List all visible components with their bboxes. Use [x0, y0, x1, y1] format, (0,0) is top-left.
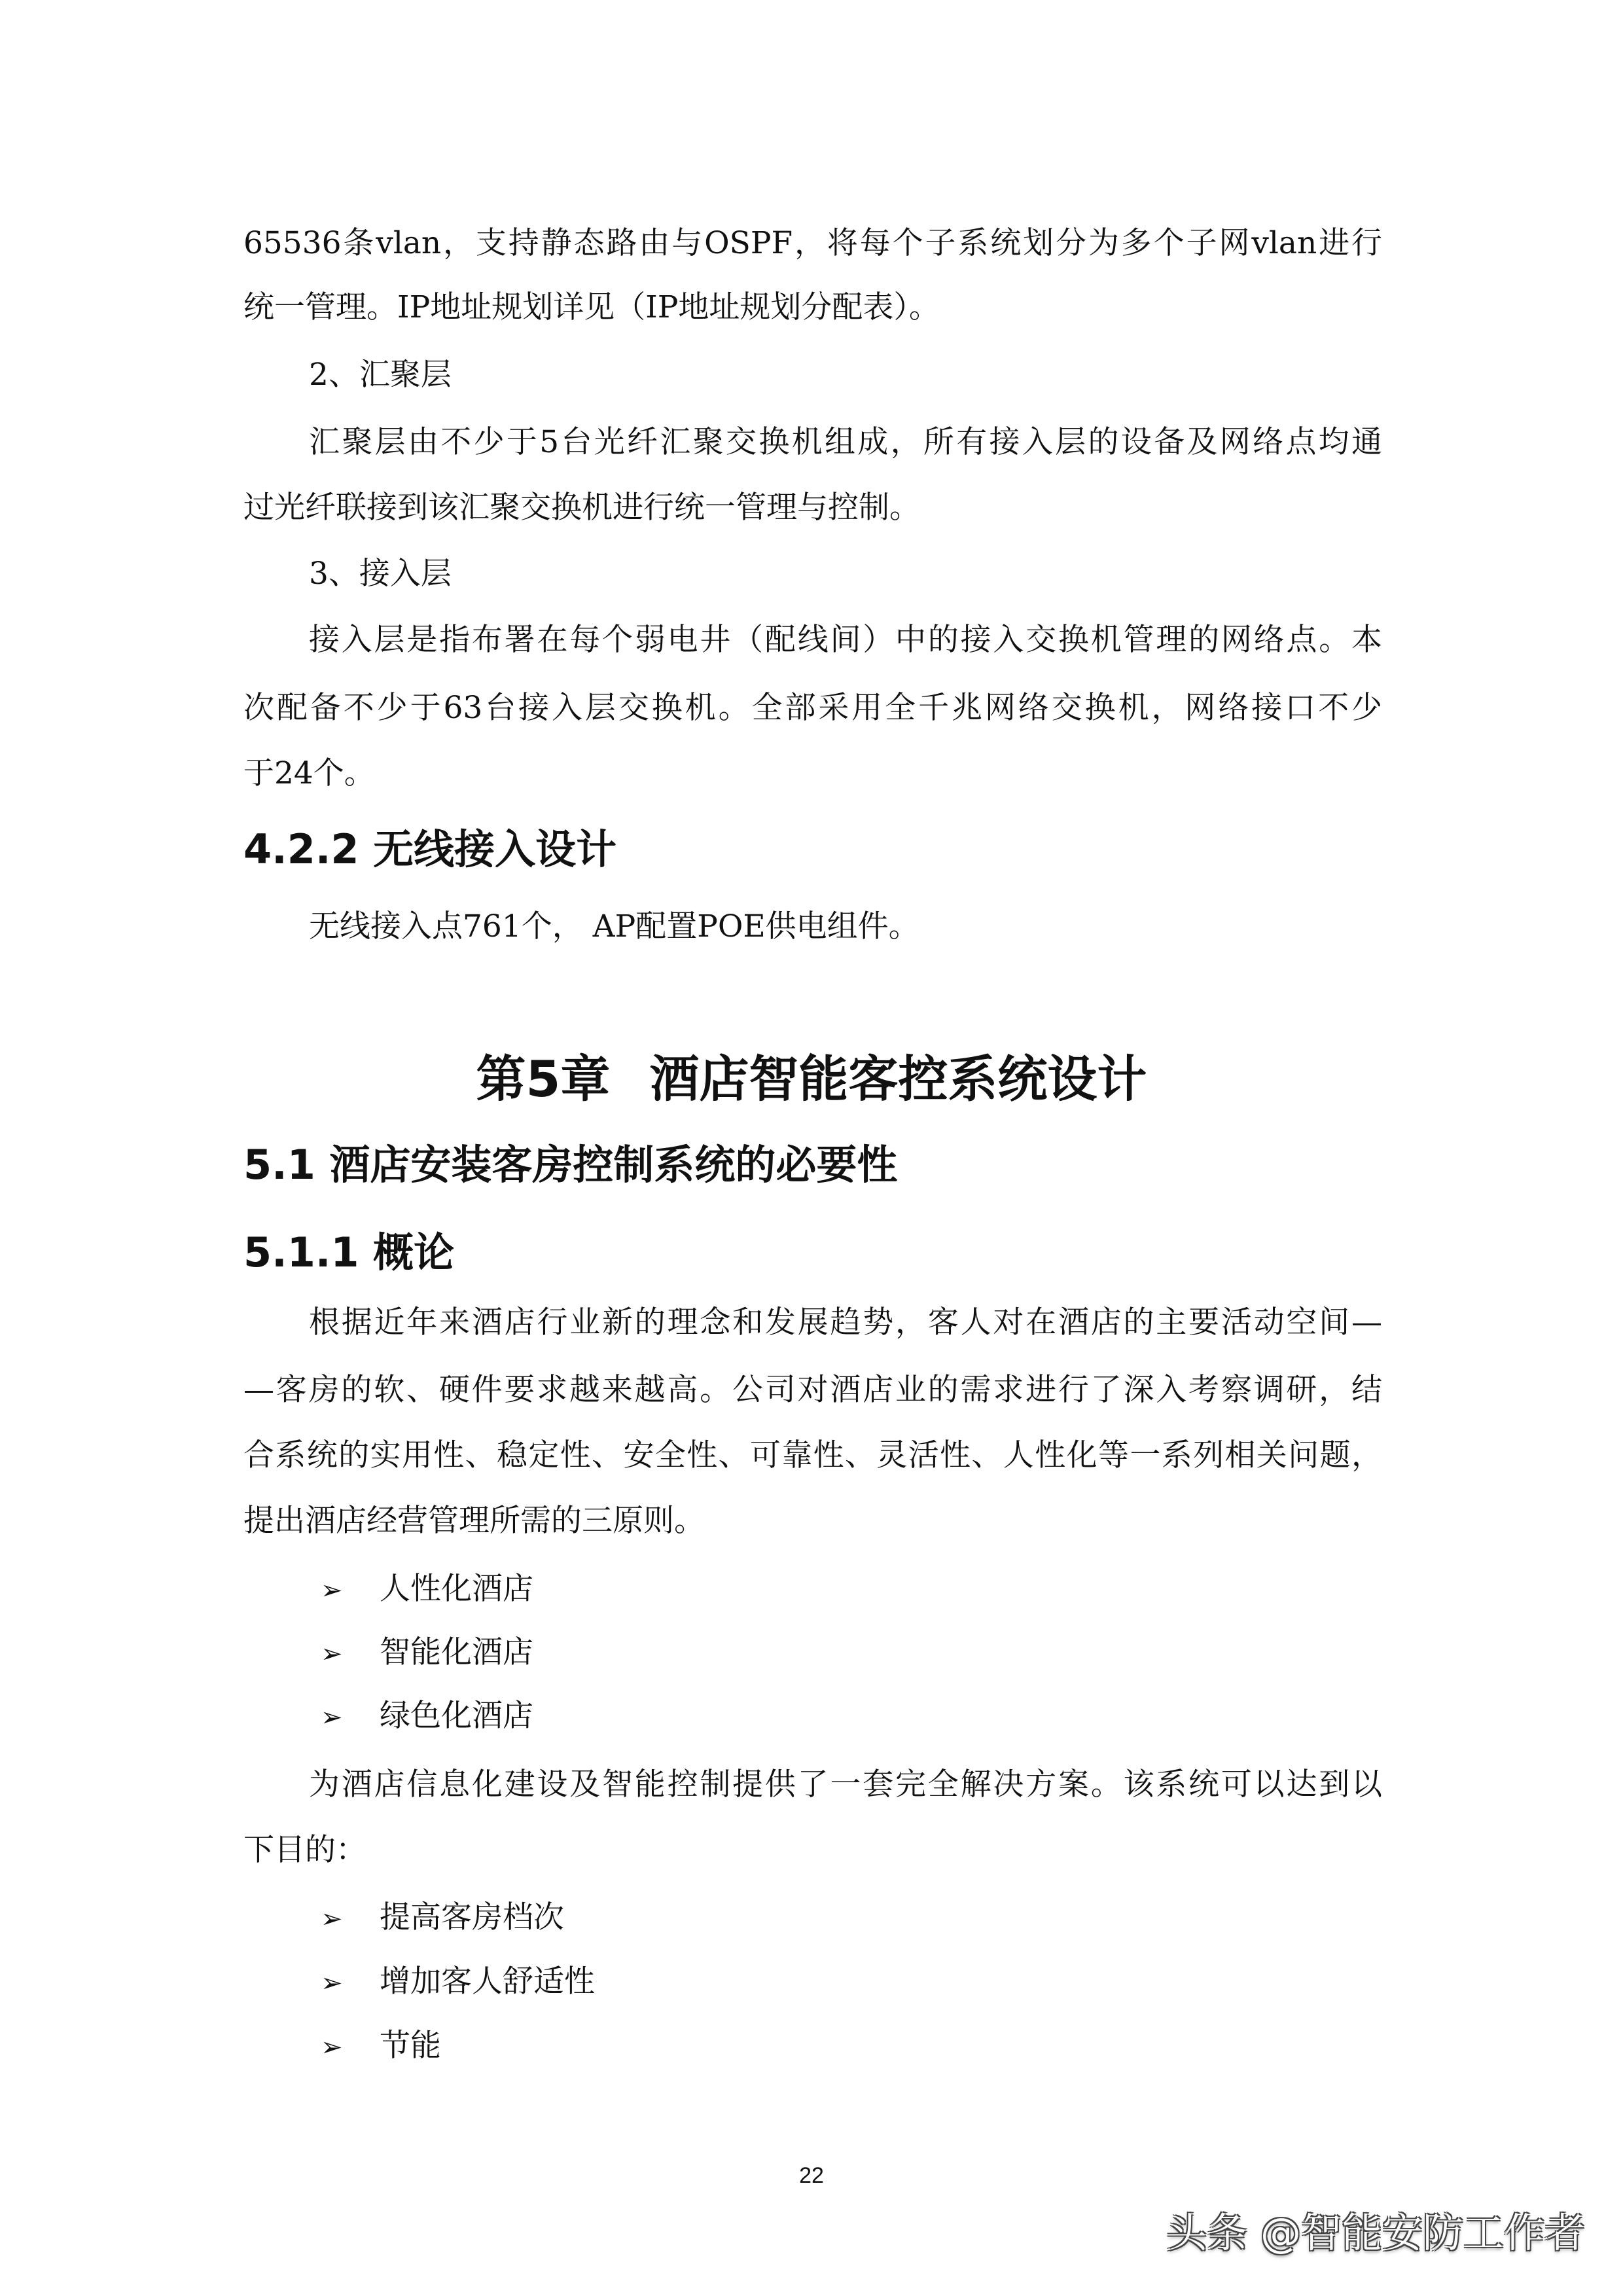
section-heading-4-2-2: 4.2.2 无线接入设计 [243, 825, 617, 873]
paragraph-line: —客房的软、硬件要求越来越高。公司对酒店业的需求进行了深入考察调研，结 [243, 1372, 1382, 1408]
list-item-text: 绿色化酒店 [380, 1698, 533, 1734]
list-item [321, 2026, 441, 2067]
arrowhead-bullet-icon: ➢ [321, 1968, 343, 1998]
paragraph-line: 接入层是指布署在每个弱电井（配线间）中的接入交换机管理的网络点。本 [309, 622, 1382, 658]
paragraph-line: 合系统的实用性、稳定性、安全性、可靠性、灵活性、人性化等一系列相关问题， [243, 1437, 1382, 1473]
paragraph-line: 统一管理。IP地址规划详见（IP地址规划分配表）。 [243, 289, 940, 325]
chapter-number: 第5章 [476, 1050, 611, 1108]
paragraph-line: 汇聚层由不少于5台光纤汇聚交换机组成，所有接入层的设备及网络点均通 [309, 424, 1382, 460]
subsection-title: 3、接入层 [309, 556, 452, 592]
list-item-text: 智能化酒店 [380, 1634, 533, 1670]
paragraph-line: 无线接入点761个， AP配置POE供电组件。 [309, 908, 919, 944]
section-heading-5-1-1: 5.1.1 概论 [243, 1229, 455, 1276]
arrowhead-bullet-icon: ➢ [321, 2032, 343, 2062]
paragraph-line: 下目的： [243, 1832, 366, 1868]
list-item [321, 1962, 595, 2003]
list-item-text: 增加客人舒适性 [380, 1964, 595, 2000]
arrowhead-bullet-icon: ➢ [321, 1702, 343, 1732]
list-item-text: 节能 [380, 2028, 441, 2064]
paragraph-line: 过光纤联接到该汇聚交换机进行统一管理与控制。 [243, 490, 920, 526]
list-item [321, 1898, 564, 1939]
paragraph-line: 于24个。 [243, 755, 375, 791]
page-number: 22 [799, 2163, 824, 2188]
paragraph-line: 65536条vlan，支持静态路由与OSPF，将每个子系统划分为多个子网vlan进行 [243, 225, 1382, 261]
chapter-heading [0, 1048, 1623, 1111]
watermark: 头条 @智能安防工作者 [1166, 2209, 1585, 2257]
list-item-text: 提高客房档次 [380, 1899, 564, 1935]
arrowhead-bullet-icon: ➢ [321, 1575, 343, 1605]
list-item [321, 1633, 533, 1674]
arrowhead-bullet-icon: ➢ [321, 1639, 343, 1669]
list-item [321, 1570, 533, 1610]
subsection-title: 2、汇聚层 [309, 357, 452, 393]
paragraph-line: 根据近年来酒店行业新的理念和发展趋势，客人对在酒店的主要活动空间— [309, 1304, 1382, 1340]
list-item-text: 人性化酒店 [380, 1571, 533, 1607]
paragraph-line: 提出酒店经营管理所需的三原则。 [243, 1503, 705, 1539]
paragraph-line: 为酒店信息化建设及智能控制提供了一套完全解决方案。该系统可以达到以 [309, 1767, 1382, 1803]
list-item [321, 1696, 533, 1737]
section-heading-5-1: 5.1 酒店安装客房控制系统的必要性 [243, 1141, 898, 1189]
chapter-title: 酒店智能客控系统设计 [649, 1050, 1147, 1108]
paragraph-line: 次配备不少于63台接入层交换机。全部采用全千兆网络交换机，网络接口不少 [243, 690, 1382, 726]
arrowhead-bullet-icon: ➢ [321, 1904, 343, 1934]
